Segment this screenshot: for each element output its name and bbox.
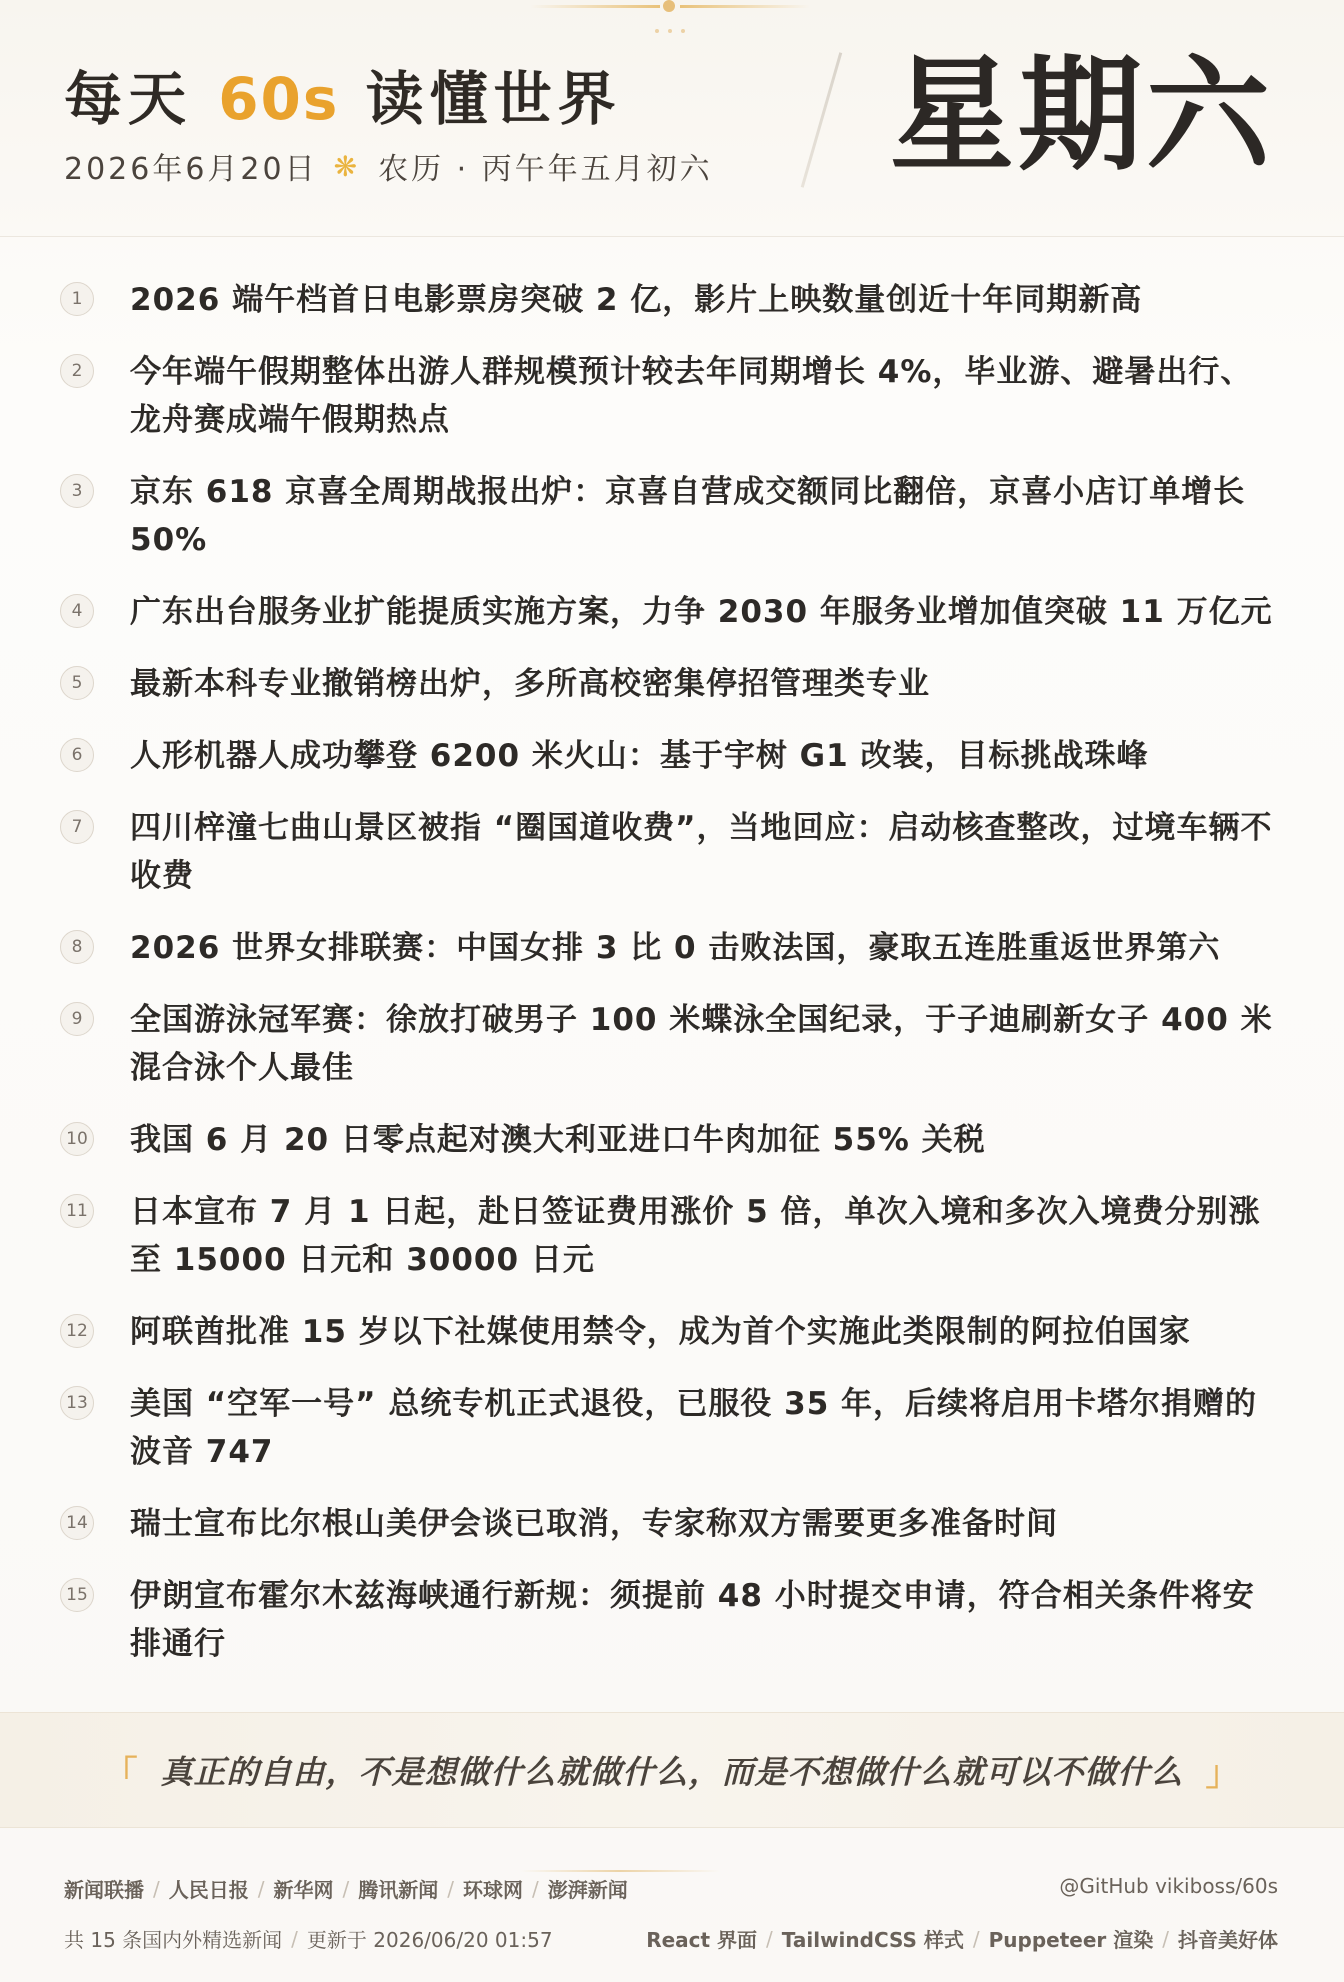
ornament-line-left (530, 5, 660, 8)
news-number-badge: 6 (60, 738, 94, 772)
news-headline: 2026 世界女排联赛：中国女排 3 比 0 击败法国，豪取五连胜重返世界第六 (130, 930, 1221, 966)
news-item (60, 348, 1280, 444)
news-number-badge: 5 (60, 666, 94, 700)
stats-row (64, 1924, 553, 1953)
news-number-badge: 2 (60, 354, 94, 388)
source-link[interactable]: 人民日报 (168, 1878, 249, 1902)
news-item (60, 468, 1280, 564)
separator: / (153, 1876, 160, 1901)
date-text: 2026年6月20日 (64, 152, 318, 187)
separator: / (766, 1926, 773, 1951)
source-link[interactable]: 腾讯新闻 (358, 1878, 439, 1902)
ornament-dots (655, 29, 685, 33)
ornament-line-right (680, 5, 810, 8)
news-number-badge: 15 (60, 1578, 94, 1612)
news-number-badge: 1 (60, 282, 94, 316)
news-number-badge: 9 (60, 1002, 94, 1036)
ornament-dot (663, 0, 675, 12)
news-item (60, 1572, 1280, 1668)
tech-list (646, 1924, 1278, 1953)
news-item (60, 1380, 1280, 1476)
source-link[interactable]: 澎湃新闻 (547, 1878, 628, 1902)
news-headline: 最新本科专业撤销榜出炉，多所高校密集停招管理类专业 (130, 666, 930, 702)
brand-prefix: 每天 (64, 65, 219, 133)
source-link[interactable]: 新华网 (273, 1878, 334, 1902)
news-headline: 四川梓潼七曲山景区被指 “圈国道收费”，当地回应：启动核查整改，过境车辆不收费 (130, 810, 1273, 894)
source-list (64, 1874, 628, 1903)
brand-title (64, 52, 622, 136)
quote-open-mark: 「 (103, 1753, 139, 1794)
separator: / (257, 1876, 265, 1901)
news-item (60, 924, 1280, 972)
github-credit[interactable]: @GitHub vikiboss/60s (1059, 1874, 1278, 1898)
news-item (60, 804, 1280, 900)
news-headline: 瑞士宣布比尔根山美伊会谈已取消，专家称双方需要更多准备时间 (130, 1506, 1058, 1542)
separator: / (1162, 1926, 1169, 1951)
news-number-badge: 13 (60, 1386, 94, 1420)
quote-text: 真正的自由，不是想做什么就做什么，而是不想做什么就可以不做什么 (160, 1753, 1184, 1791)
footer-ornament (520, 1870, 720, 1872)
news-item (60, 1116, 1280, 1164)
news-headline: 日本宣布 7 月 1 日起，赴日签证费用涨价 5 倍，单次入境和多次入境费分别涨至 15000 日元和 30000 日元 (130, 1194, 1261, 1278)
news-headline: 我国 6 月 20 日零点起对澳大利亚进口牛肉加征 55% 关税 (130, 1122, 986, 1158)
header-divider (801, 52, 842, 187)
star-icon: ❋ (333, 149, 361, 183)
news-number-badge: 8 (60, 930, 94, 964)
lunar-date: 农历 · 丙午年五月初六 (378, 152, 713, 187)
top-ornament (520, 0, 820, 40)
daily-quote (0, 1713, 1344, 1827)
update-time: 更新于 2026/06/20 01:57 (306, 1928, 553, 1952)
separator: / (342, 1876, 350, 1901)
tech-item: TailwindCSS 样式 (781, 1928, 964, 1952)
news-headline: 全国游泳冠军赛：徐放打破男子 100 米蝶泳全国纪录，于子迪刷新女子 400 米混合泳个人最佳 (130, 1002, 1273, 1086)
news-item (60, 276, 1280, 324)
news-headline: 2026 端午档首日电影票房突破 2 亿，影片上映数量创近十年同期新高 (130, 282, 1143, 318)
tech-item: React 界面 (646, 1928, 758, 1952)
news-item (60, 1188, 1280, 1284)
news-item (60, 1500, 1280, 1548)
tech-item: 抖音美好体 (1178, 1928, 1278, 1952)
news-number-badge: 4 (60, 594, 94, 628)
news-item (60, 732, 1280, 780)
news-list (60, 276, 1280, 1692)
separator: / (532, 1876, 539, 1901)
news-item (60, 660, 1280, 708)
news-number-badge: 3 (60, 474, 94, 508)
brand-suffix: 读懂世界 (339, 65, 622, 133)
news-count: 共 15 条国内外精选新闻 (64, 1928, 283, 1952)
tech-item: Puppeteer 渲染 (988, 1928, 1154, 1952)
header (0, 0, 1344, 237)
credit-row (1059, 1874, 1278, 1898)
separator: / (972, 1926, 980, 1951)
news-headline: 今年端午假期整体出游人群规模预计较去年同期增长 4%，毕业游、避暑出行、龙舟赛成端午假期热点 (130, 354, 1253, 438)
quote-band (0, 1712, 1344, 1828)
news-number-badge: 7 (60, 810, 94, 844)
quote-close-mark: 」 (1205, 1753, 1241, 1794)
footer (0, 1826, 1344, 1982)
news-number-badge: 12 (60, 1314, 94, 1348)
news-number-badge: 11 (60, 1194, 94, 1228)
brand-accent: 60s (218, 65, 340, 133)
news-item (60, 588, 1280, 636)
news-headline: 阿联酋批准 15 岁以下社媒使用禁令，成为首个实施此类限制的阿拉伯国家 (130, 1314, 1191, 1350)
news-headline: 人形机器人成功攀登 6200 米火山：基于宇树 G1 改装，目标挑战珠峰 (130, 738, 1149, 774)
date-line (64, 144, 713, 188)
source-link[interactable]: 环球网 (463, 1878, 523, 1902)
separator: / (291, 1926, 298, 1951)
news-headline: 广东出台服务业扩能提质实施方案，力争 2030 年服务业增加值突破 11 万亿元 (130, 594, 1273, 630)
separator: / (447, 1876, 454, 1901)
news-headline: 伊朗宣布霍尔木兹海峡通行新规：须提前 48 小时提交申请，符合相关条件将安排通行 (130, 1578, 1255, 1662)
weekday: 星期六 (890, 44, 1275, 188)
news-headline: 京东 618 京喜全周期战报出炉：京喜自营成交额同比翻倍，京喜小店订单增长 50% (130, 474, 1246, 558)
news-item (60, 996, 1280, 1092)
source-link[interactable]: 新闻联播 (64, 1878, 144, 1902)
news-item (60, 1308, 1280, 1356)
news-headline: 美国 “空军一号” 总统专机正式退役，已服役 35 年，后续将启用卡塔尔捐赠的波音 747 (130, 1386, 1258, 1470)
news-number-badge: 10 (60, 1122, 94, 1156)
news-number-badge: 14 (60, 1506, 94, 1540)
